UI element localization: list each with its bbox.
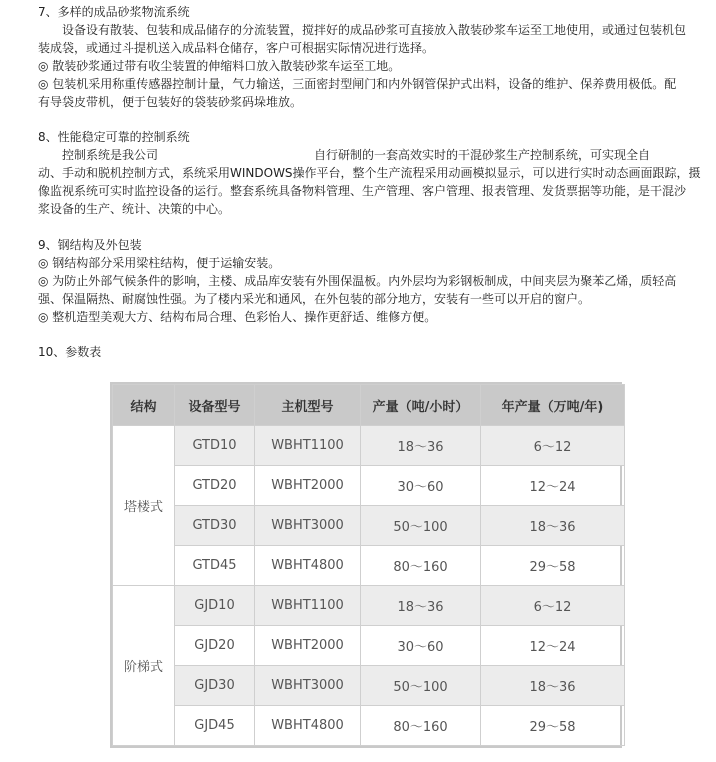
cell-output-per-hour: 30～60 bbox=[361, 626, 481, 666]
header-annual-output: 年产量（万吨/年) bbox=[481, 385, 625, 426]
table-row bbox=[113, 426, 625, 466]
section-8-line: 动、手动和脱机控制方式，系统采用WINDOWS操作平台，整个生产流程采用动画模拟显示，可以进行实时动态画面跟踪，摄 bbox=[38, 166, 701, 180]
section-7-line: 有导袋皮带机，便于包装好的袋装砂浆码垛堆放。 bbox=[38, 95, 303, 109]
cell-annual-output: 29～58 bbox=[481, 546, 625, 586]
section-7-line: 装成袋，或通过斗提机送入成品料仓储存，客户可根据实际情况进行选择。 bbox=[38, 41, 435, 55]
cell-output-per-hour: 18～36 bbox=[361, 586, 481, 626]
section-8-line: 控制系统是我公司 自行研制的一套高效实时的干混砂浆生产控制系统，可实现全自 bbox=[38, 148, 651, 162]
cell-equipment-model: GJD10 bbox=[175, 586, 255, 626]
cell-main-machine-model: WBHT1100 bbox=[255, 586, 361, 626]
section-8-heading: 8、性能稳定可靠的控制系统 bbox=[38, 130, 190, 144]
cell-main-machine-model: WBHT2000 bbox=[255, 466, 361, 506]
cell-equipment-model: GTD30 bbox=[175, 506, 255, 546]
section-9-line: ◎ 为防止外部气候条件的影响，主楼、成品库安装有外围保温板。内外层均为彩钢板制成，中间夹层为聚苯乙烯，质轻高 bbox=[38, 274, 677, 288]
cell-annual-output: 18～36 bbox=[481, 666, 625, 706]
cell-main-machine-model: WBHT3000 bbox=[255, 666, 361, 706]
section-8-line: 像监视系统可实时监控设备的运行。整套系统具备物料管理、生产管理、客户管理、报表管理、发货票据等功能，是干混沙 bbox=[38, 184, 687, 198]
cell-output-per-hour: 80～160 bbox=[361, 546, 481, 586]
section-9-line: ◎ 整机造型美观大方、结构布局合理、色彩怡人、操作更舒适、维修方便。 bbox=[38, 310, 437, 324]
cell-annual-output: 29～58 bbox=[481, 706, 625, 746]
cell-main-machine-model: WBHT1100 bbox=[255, 426, 361, 466]
section-10-heading: 10、参数表 bbox=[38, 345, 102, 359]
section-9-heading: 9、钢结构及外包装 bbox=[38, 238, 142, 252]
cell-equipment-model: GJD20 bbox=[175, 626, 255, 666]
table-row bbox=[113, 506, 625, 546]
cell-output-per-hour: 18～36 bbox=[361, 426, 481, 466]
cell-main-machine-model: WBHT4800 bbox=[255, 706, 361, 746]
section-9-line: 强、保温隔热、耐腐蚀性强。为了楼内采光和通风，在外包装的部分地方，安装有一些可以开启的窗户。 bbox=[38, 292, 591, 306]
header-equipment-model: 设备型号 bbox=[175, 385, 255, 426]
header-structure: 结构 bbox=[113, 385, 175, 426]
table-header-row bbox=[113, 385, 625, 426]
parameter-table-grid bbox=[112, 384, 625, 746]
cell-annual-output: 12～24 bbox=[481, 626, 625, 666]
table-row bbox=[113, 546, 625, 586]
parameter-table bbox=[110, 382, 622, 748]
section-7-line: 设备设有散装、包装和成品储存的分流装置，搅拌好的成品砂浆可直接放入散装砂浆车运至工地使用，或通过包装机包 bbox=[38, 23, 687, 37]
section-8-line: 浆设备的生产、统计、决策的中心。 bbox=[38, 202, 231, 216]
structure-cell: 塔楼式 bbox=[113, 426, 175, 586]
cell-annual-output: 6～12 bbox=[481, 586, 625, 626]
cell-annual-output: 6～12 bbox=[481, 426, 625, 466]
section-7-line: ◎ 包装机采用称重传感器控制计量，气力输送，三面密封型闸门和内外钢管保护式出料，设备的维护、保养费用极低。配 bbox=[38, 77, 677, 91]
cell-annual-output: 12～24 bbox=[481, 466, 625, 506]
structure-cell: 阶梯式 bbox=[113, 586, 175, 746]
cell-equipment-model: GJD30 bbox=[175, 666, 255, 706]
cell-main-machine-model: WBHT3000 bbox=[255, 506, 361, 546]
section-9-line: ◎ 钢结构部分采用梁柱结构，便于运输安装。 bbox=[38, 256, 281, 270]
table-row bbox=[113, 666, 625, 706]
cell-output-per-hour: 30～60 bbox=[361, 466, 481, 506]
table-row bbox=[113, 626, 625, 666]
cell-equipment-model: GTD45 bbox=[175, 546, 255, 586]
section-7-heading: 7、多样的成品砂浆物流系统 bbox=[38, 5, 190, 19]
cell-main-machine-model: WBHT4800 bbox=[255, 546, 361, 586]
cell-equipment-model: GTD10 bbox=[175, 426, 255, 466]
table-row bbox=[113, 586, 625, 626]
cell-equipment-model: GTD20 bbox=[175, 466, 255, 506]
cell-equipment-model: GJD45 bbox=[175, 706, 255, 746]
cell-output-per-hour: 50～100 bbox=[361, 666, 481, 706]
cell-main-machine-model: WBHT2000 bbox=[255, 626, 361, 666]
table-row bbox=[113, 466, 625, 506]
cell-output-per-hour: 50～100 bbox=[361, 506, 481, 546]
cell-annual-output: 18～36 bbox=[481, 506, 625, 546]
header-output-per-hour: 产量（吨/小时） bbox=[361, 385, 481, 426]
header-main-machine-model: 主机型号 bbox=[255, 385, 361, 426]
cell-output-per-hour: 80～160 bbox=[361, 706, 481, 746]
table-row bbox=[113, 706, 625, 746]
section-7-line: ◎ 散装砂浆通过带有收尘装置的伸缩料口放入散装砂浆车运至工地。 bbox=[38, 59, 401, 73]
